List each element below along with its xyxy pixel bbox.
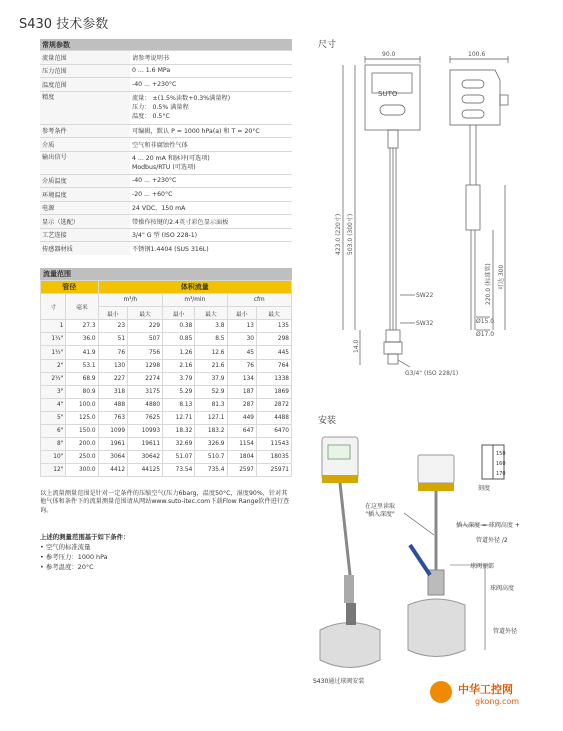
table-row [41,320,292,333]
flow-cell: 18035 [256,451,291,464]
dim-height-1: 423.0 (220寸) [335,213,342,255]
conditions-header: 上述的测量范围基于如下条件： [40,533,130,541]
table-row [41,438,292,451]
flow-cell: 13 [227,320,256,333]
flow-cell: 318 [98,385,127,398]
flow-cell: 298 [256,333,291,346]
dim-height-2: 503.0 (300寸) [347,213,354,255]
flow-cell: 21.6 [195,359,227,372]
flow-cell: 764 [256,359,291,372]
spec-value: -40 ... +230°C [130,78,292,92]
flow-cell: 229 [128,320,163,333]
flow-cell: 0.85 [163,333,195,346]
condition-text: 空气的标准流量 [45,543,91,551]
flow-cell: 735.4 [195,464,227,477]
pipe-od-label: 管道外径 [493,628,518,635]
min-label: 最小 [98,307,127,320]
flow-cell: 10" [41,451,66,464]
table-row [41,359,292,372]
conditions-block [40,532,292,572]
flow-cell: 11543 [256,438,291,451]
pipe-right [408,599,465,657]
spec-key: 参考条件 [40,124,130,138]
flow-cell: 510.7 [195,451,227,464]
unit-cfm: cfm [227,294,292,307]
flow-cell: 76 [227,359,256,372]
volume-flow-header: 体积流量 [98,281,291,294]
dimension-drawing [300,45,563,385]
flow-cell: 53.1 [66,359,98,372]
sensor-head-side [450,70,500,125]
spec-value: 24 VDC，150 mA [130,201,292,215]
spec-value: 3/4" G 型 (ISO 228-1) [130,228,292,242]
condition-text: 参考压力：1000 hPa [45,553,108,561]
condition-item: • 参考压力：1000 hPa [40,553,108,561]
table-row [41,333,292,346]
output-modbus: Modbus/RTU (可选项) [132,163,196,171]
flow-range-header: 流量范围 [40,268,292,280]
flow-cell: 6" [41,425,66,438]
spec-value: 0 ... 1.6 MPa [130,64,292,78]
flow-cell: 44125 [128,464,163,477]
max-label: 最大 [128,307,163,320]
flow-cell: 756 [128,346,163,359]
flow-cell: 1804 [227,451,256,464]
flow-cell: 2" [41,359,66,372]
spec-key: 温度范围 [40,78,130,92]
install-header: 安装 [318,416,337,426]
dim-width-front: 90.0 [382,51,396,58]
flow-cell: 763 [98,411,127,424]
spec-value: 可编辑，默认 P = 1000 hPa(a) 和 T = 20°C [130,124,292,138]
flow-cell: 25971 [256,464,291,477]
accuracy-pressure: 压力： 0.5% 满量程 [132,104,189,111]
flow-cell: 135 [256,320,291,333]
flow-cell: 36.0 [66,333,98,346]
flow-cell: 12" [41,464,66,477]
table-row [41,425,292,438]
install-drawing [300,425,563,695]
spec-key: 压力范围 [40,64,130,78]
flow-cell: 449 [227,411,256,424]
scale-mark: 160 [496,461,506,467]
flow-cell: 187 [227,385,256,398]
install-caption: S430通过球阀安装 [313,678,365,685]
flow-cell: 4412 [98,464,127,477]
spec-key: 精度 [40,91,130,124]
scale-mark: 170 [496,471,506,477]
dim-14: 14.0 [353,339,360,353]
spec-value [130,91,292,124]
flow-cell: 125.0 [66,411,98,424]
flow-cell: 7625 [128,411,163,424]
flow-cell: 200.0 [66,438,98,451]
read-depth-note: 在这里读取 "插入深度" [365,503,396,518]
sw22-label: SW22 [416,292,434,299]
flow-cell: 488 [98,398,127,411]
flow-cell: 23 [98,320,127,333]
flow-cell: 30642 [128,451,163,464]
device-head-right [418,455,454,483]
dia-17-label: Ø17.0 [476,331,495,338]
watermark-cn: 中华工控网 [458,683,513,696]
flow-cell: 1961 [98,438,127,451]
sw32-label: SW32 [416,320,434,327]
condition-item: • 空气的标准流量 [40,543,91,551]
flow-cell: 5.29 [163,385,195,398]
thread-label: G3/4" (ISO 228/1) [405,370,459,377]
flow-cell: 1 [41,320,66,333]
table-row [41,451,292,464]
unit-m3min: m³/min [163,294,227,307]
table-row [41,411,292,424]
flow-cell: 8.13 [163,398,195,411]
flow-cell: 6470 [256,425,291,438]
dim-height-4: 可达 300 [498,264,505,290]
spec-value: -20 ... +60°C [130,188,292,202]
unit-inch: 寸 [41,294,66,320]
specs-header: 常规参数 [40,39,292,51]
formula-line-1: 插入深度 = 球阀高度 + [456,522,520,529]
flow-cell: 1338 [256,372,291,385]
dia-15-label: Ø15.0 [476,318,495,325]
spec-key: 流量范围 [40,51,130,65]
flow-cell: 81.3 [195,398,227,411]
pipe-left [320,623,380,668]
flow-cell: 2½" [41,372,66,385]
flow-cell: 3175 [128,385,163,398]
flow-cell: 10993 [128,425,163,438]
flow-cell: 3064 [98,451,127,464]
flow-cell: 8.5 [195,333,227,346]
unit-mm: 毫米 [66,294,98,320]
accuracy-flow: 流量： ±(1.5%读数+0.3%满量程) [132,95,231,102]
max-label: 最大 [195,307,227,320]
formula-line-2: 管道外径 /2 [476,537,508,544]
flow-cell: 45 [227,346,256,359]
flow-cell: 287 [227,398,256,411]
spec-value: 空气和非腐蚀性气体 [130,138,292,152]
spec-value: 请参考说明书 [130,51,292,65]
valve-top-label: 球阀顶部 [470,563,495,570]
flow-cell: 30 [227,333,256,346]
flow-cell: 8" [41,438,66,451]
flow-cell: 2.16 [163,359,195,372]
flow-cell: 127.1 [195,411,227,424]
flow-cell: 68.9 [66,372,98,385]
flow-cell: 12.6 [195,346,227,359]
spec-value: 不锈钢1.4404 (SUS 316L) [130,242,292,255]
flow-cell: 27.3 [66,320,98,333]
spec-key: 电源 [40,201,130,215]
flow-cell: 1¼" [41,333,66,346]
spec-key: 传感器材质 [40,242,130,255]
flow-cell: 250.0 [66,451,98,464]
flow-cell: 0.38 [163,320,195,333]
table-row [41,385,292,398]
condition-item: • 参考温度：20°C [40,563,94,571]
dim-width-side: 100.6 [468,51,486,58]
flow-cell: 73.54 [163,464,195,477]
flow-cell: 5" [41,411,66,424]
flow-cell: 326.9 [195,438,227,451]
scale-label: 刻度 [478,485,491,492]
flow-cell: 150.0 [66,425,98,438]
max-label: 最大 [256,307,291,320]
flow-cell: 41.9 [66,346,98,359]
flow-cell: 227 [98,372,127,385]
valve-height-label: 球阀高度 [490,585,515,592]
spec-key: 介质温度 [40,174,130,188]
gear-icon [430,681,452,703]
flow-cell: 507 [128,333,163,346]
flow-note: 以上流量测量范围是针对一定条件的压缩空气(压力6barg，温度50°C，湿度90%，针对其他气体和条件下的流量测量范围请从网站www.suto-itec.com下载Flow Range软件进行查询。 [40,490,290,514]
flow-cell: 1869 [256,385,291,398]
flow-cell: 80.9 [66,385,98,398]
general-specs-table [40,39,292,255]
unit-m3h: m³/h [98,294,162,307]
brand-logo: SUTO [378,90,398,98]
spec-key: 输出信号 [40,151,130,174]
flow-cell: 32.69 [163,438,195,451]
table-row [41,372,292,385]
condition-text: 参考温度：20°C [45,563,94,571]
flow-cell: 1½" [41,346,66,359]
flow-range-table [40,280,292,477]
flow-cell: 2274 [128,372,163,385]
flow-cell: 2872 [256,398,291,411]
spec-key: 工艺连接 [40,228,130,242]
flow-cell: 51 [98,333,127,346]
flow-cell: 647 [227,425,256,438]
dim-height-3: 220.0 (标准管) [485,263,492,305]
flow-cell: 300.0 [66,464,98,477]
flow-cell: 183.2 [195,425,227,438]
accuracy-temperature: 温度： 0.5°C [132,113,170,120]
spec-value: -40 ... +230°C [130,174,292,188]
flow-cell: 3.79 [163,372,195,385]
flow-cell: 3.8 [195,320,227,333]
flow-cell: 1.26 [163,346,195,359]
flow-cell: 1099 [98,425,127,438]
table-row [41,398,292,411]
spec-key: 显示（选配） [40,215,130,229]
flow-cell: 130 [98,359,127,372]
watermark-url: gkong.com [475,697,520,706]
flow-cell: 51.07 [163,451,195,464]
output-analog: 4 ... 20 mA 和脉冲(可选项) [132,154,210,162]
flow-cell: 18.32 [163,425,195,438]
flow-cell: 12.71 [163,411,195,424]
flow-cell: 4880 [128,398,163,411]
dimensions-header: 尺寸 [318,40,337,50]
flow-cell: 4" [41,398,66,411]
flow-cell: 1154 [227,438,256,451]
min-label: 最小 [163,307,195,320]
flow-cell: 4488 [256,411,291,424]
flow-cell: 3" [41,385,66,398]
flow-cell: 2597 [227,464,256,477]
table-row [41,346,292,359]
flow-cell: 134 [227,372,256,385]
flow-cell: 1298 [128,359,163,372]
pipe-size-header: 管径 [41,281,99,294]
table-row [41,464,292,477]
scale-mark: 150 [496,451,506,457]
flow-cell: 76 [98,346,127,359]
flow-cell: 19611 [128,438,163,451]
min-label: 最小 [227,307,256,320]
spec-value: 带操作按键的2.4英寸彩色显示面板 [130,215,292,229]
spec-value [130,151,292,174]
spec-key: 介质 [40,138,130,152]
flow-cell: 37.9 [195,372,227,385]
flow-cell: 52.9 [195,385,227,398]
spec-key: 环境温度 [40,188,130,202]
flow-cell: 100.0 [66,398,98,411]
page-title: S430 技术参数 [19,17,109,32]
flow-cell: 445 [256,346,291,359]
